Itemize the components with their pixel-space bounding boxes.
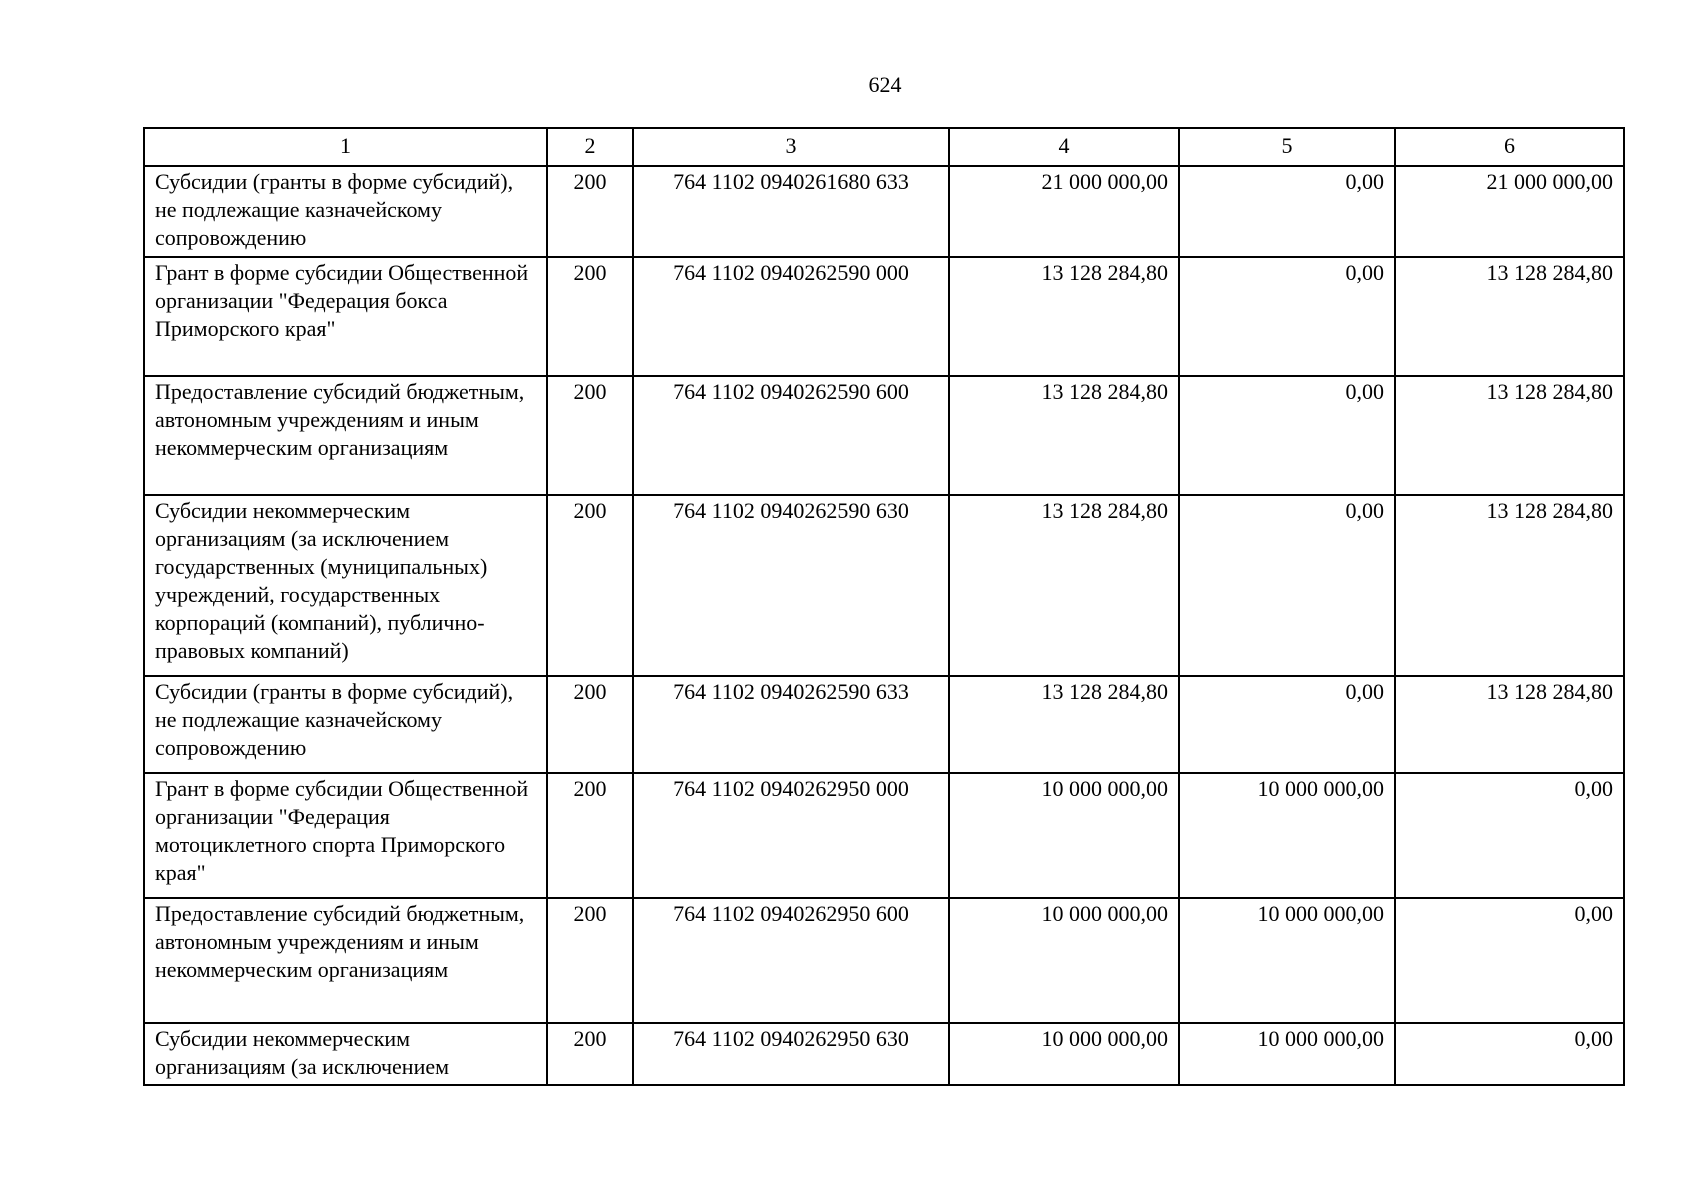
row-col5: 10 000 000,00 <box>1179 773 1395 898</box>
row-col4: 13 128 284,80 <box>949 376 1179 495</box>
row-code: 764 1102 0940261680 633 <box>633 166 949 257</box>
row-col6: 0,00 <box>1395 1023 1624 1085</box>
row-col2: 200 <box>547 1023 633 1085</box>
row-col5: 0,00 <box>1179 257 1395 376</box>
row-code: 764 1102 0940262590 000 <box>633 257 949 376</box>
page-number: 624 <box>868 72 902 97</box>
row-col5: 0,00 <box>1179 495 1395 676</box>
table-row <box>144 1023 1624 1085</box>
row-col5: 0,00 <box>1179 376 1395 495</box>
table-header <box>144 128 1624 166</box>
row-col6: 21 000 000,00 <box>1395 166 1624 257</box>
table-row <box>144 495 1624 676</box>
row-col6: 13 128 284,80 <box>1395 257 1624 376</box>
row-code: 764 1102 0940262950 600 <box>633 898 949 1023</box>
row-col2: 200 <box>547 257 633 376</box>
row-col2: 200 <box>547 676 633 773</box>
row-col6: 0,00 <box>1395 898 1624 1023</box>
row-name: Предоставление субсидий бюджетным, автономным учреждениям и иным некоммерческим организациям <box>144 376 547 495</box>
row-col5: 10 000 000,00 <box>1179 1023 1395 1085</box>
row-name: Субсидии (гранты в форме субсидий), не подлежащие казначейскому сопровождению <box>144 676 547 773</box>
row-col6: 0,00 <box>1395 773 1624 898</box>
row-col4: 13 128 284,80 <box>949 257 1179 376</box>
header-col-3: 3 <box>633 128 949 166</box>
row-code: 764 1102 0940262590 600 <box>633 376 949 495</box>
header-col-6: 6 <box>1395 128 1624 166</box>
row-code: 764 1102 0940262950 000 <box>633 773 949 898</box>
row-col4: 10 000 000,00 <box>949 1023 1179 1085</box>
row-name: Грант в форме субсидии Общественной организации "Федерация бокса Приморского края" <box>144 257 547 376</box>
row-col5: 10 000 000,00 <box>1179 898 1395 1023</box>
header-row <box>144 128 1624 166</box>
row-col5: 0,00 <box>1179 676 1395 773</box>
row-code: 764 1102 0940262590 630 <box>633 495 949 676</box>
row-col2: 200 <box>547 773 633 898</box>
row-col6: 13 128 284,80 <box>1395 495 1624 676</box>
row-code: 764 1102 0940262590 633 <box>633 676 949 773</box>
table-row <box>144 676 1624 773</box>
budget-table <box>143 127 1625 1086</box>
table-row <box>144 898 1624 1023</box>
row-name: Субсидии некоммерческим организациям (за исключением <box>144 1023 547 1085</box>
row-col4: 10 000 000,00 <box>949 773 1179 898</box>
row-col4: 13 128 284,80 <box>949 495 1179 676</box>
row-col2: 200 <box>547 898 633 1023</box>
row-col6: 13 128 284,80 <box>1395 376 1624 495</box>
table-row <box>144 166 1624 257</box>
table-row <box>144 257 1624 376</box>
header-col-4: 4 <box>949 128 1179 166</box>
row-col4: 21 000 000,00 <box>949 166 1179 257</box>
row-name: Субсидии некоммерческим организациям (за исключением государственных (муниципальных) учреждений, государственных корпораций (компаний), публично-правовых компаний) <box>144 495 547 676</box>
row-name: Грант в форме субсидии Общественной организации "Федерация мотоциклетного спорта Приморского края" <box>144 773 547 898</box>
header-col-5: 5 <box>1179 128 1395 166</box>
table-row <box>144 376 1624 495</box>
header-col-1: 1 <box>144 128 547 166</box>
row-col5: 0,00 <box>1179 166 1395 257</box>
table-row <box>144 773 1624 898</box>
row-name: Предоставление субсидий бюджетным, автономным учреждениям и иным некоммерческим организациям <box>144 898 547 1023</box>
row-col4: 10 000 000,00 <box>949 898 1179 1023</box>
row-col2: 200 <box>547 495 633 676</box>
row-col4: 13 128 284,80 <box>949 676 1179 773</box>
table-body <box>144 166 1624 1085</box>
row-code: 764 1102 0940262950 630 <box>633 1023 949 1085</box>
row-name: Субсидии (гранты в форме субсидий), не подлежащие казначейскому сопровождению <box>144 166 547 257</box>
row-col2: 200 <box>547 166 633 257</box>
row-col6: 13 128 284,80 <box>1395 676 1624 773</box>
header-col-2: 2 <box>547 128 633 166</box>
row-col2: 200 <box>547 376 633 495</box>
